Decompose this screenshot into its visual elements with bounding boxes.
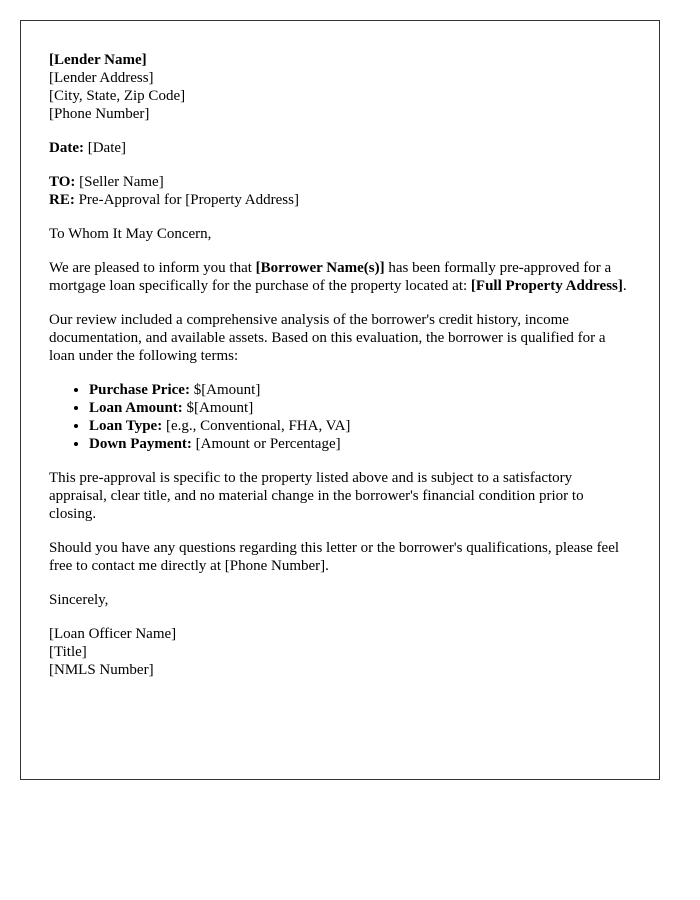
property-address: [Full Property Address] bbox=[470, 278, 623, 294]
term-value: $[Amount] bbox=[182, 400, 254, 416]
re-line bbox=[49, 191, 631, 209]
lender-city-state-zip: [City, State, Zip Code] bbox=[49, 88, 186, 104]
lender-address: [Lender Address] bbox=[49, 70, 154, 86]
loan-officer-name: [Loan Officer Name] bbox=[49, 626, 177, 642]
term-value: $[Amount] bbox=[189, 382, 261, 398]
intro-text-1: We are pleased to inform you that bbox=[49, 260, 256, 276]
signature-block bbox=[49, 625, 631, 679]
review-paragraph: Our review included a comprehensive analysis of the borrower's credit history, income documentation, and available assets. Based on this evaluation, the borrower is qualified for a loan under the following terms: bbox=[49, 312, 606, 364]
term-label: Loan Amount: bbox=[89, 400, 183, 416]
to-value: [Seller Name] bbox=[79, 174, 164, 190]
borrower-name: [Borrower Name(s)] bbox=[255, 260, 385, 276]
re-value: Pre-Approval for [Property Address] bbox=[78, 192, 299, 208]
intro-text-3: . bbox=[622, 278, 627, 294]
term-loan-amount bbox=[89, 399, 631, 417]
pre-approval-letter bbox=[20, 20, 660, 780]
term-label: Loan Type: bbox=[89, 418, 163, 434]
to-label: TO: bbox=[49, 174, 76, 190]
term-purchase-price bbox=[89, 381, 631, 399]
date-label: Date: bbox=[49, 140, 84, 156]
term-loan-type bbox=[89, 417, 631, 435]
date-value: [Date] bbox=[87, 140, 127, 156]
recipient-block bbox=[49, 173, 631, 209]
lender-phone: [Phone Number] bbox=[49, 106, 150, 122]
intro-paragraph bbox=[49, 259, 631, 295]
term-value: [Amount or Percentage] bbox=[191, 436, 341, 452]
conditions-paragraph: This pre-approval is specific to the property listed above and is subject to a satisfactory appraisal, clear title, and no material change in the borrower's financial condition prior to closing. bbox=[49, 470, 584, 522]
re-label: RE: bbox=[49, 192, 75, 208]
lender-name: [Lender Name] bbox=[49, 52, 147, 68]
nmls-number: [NMLS Number] bbox=[49, 662, 154, 678]
term-label: Down Payment: bbox=[89, 436, 192, 452]
to-line bbox=[49, 173, 631, 191]
term-down-payment bbox=[89, 435, 631, 453]
intro-text-2: has been formally pre-approved for a mortgage loan specifically for the purchase of the property located at: bbox=[49, 260, 612, 294]
closing: Sincerely, bbox=[49, 592, 109, 608]
loan-terms-list bbox=[49, 381, 631, 453]
contact-paragraph: Should you have any questions regarding this letter or the borrower's qualifications, please feel free to contact me directly at [Phone Number]. bbox=[49, 540, 620, 574]
term-label: Purchase Price: bbox=[89, 382, 190, 398]
salutation: To Whom It May Concern, bbox=[49, 226, 212, 242]
term-value: [e.g., Conventional, FHA, VA] bbox=[162, 418, 351, 434]
date-line bbox=[49, 139, 631, 157]
officer-title: [Title] bbox=[49, 644, 87, 660]
lender-info bbox=[49, 51, 631, 123]
